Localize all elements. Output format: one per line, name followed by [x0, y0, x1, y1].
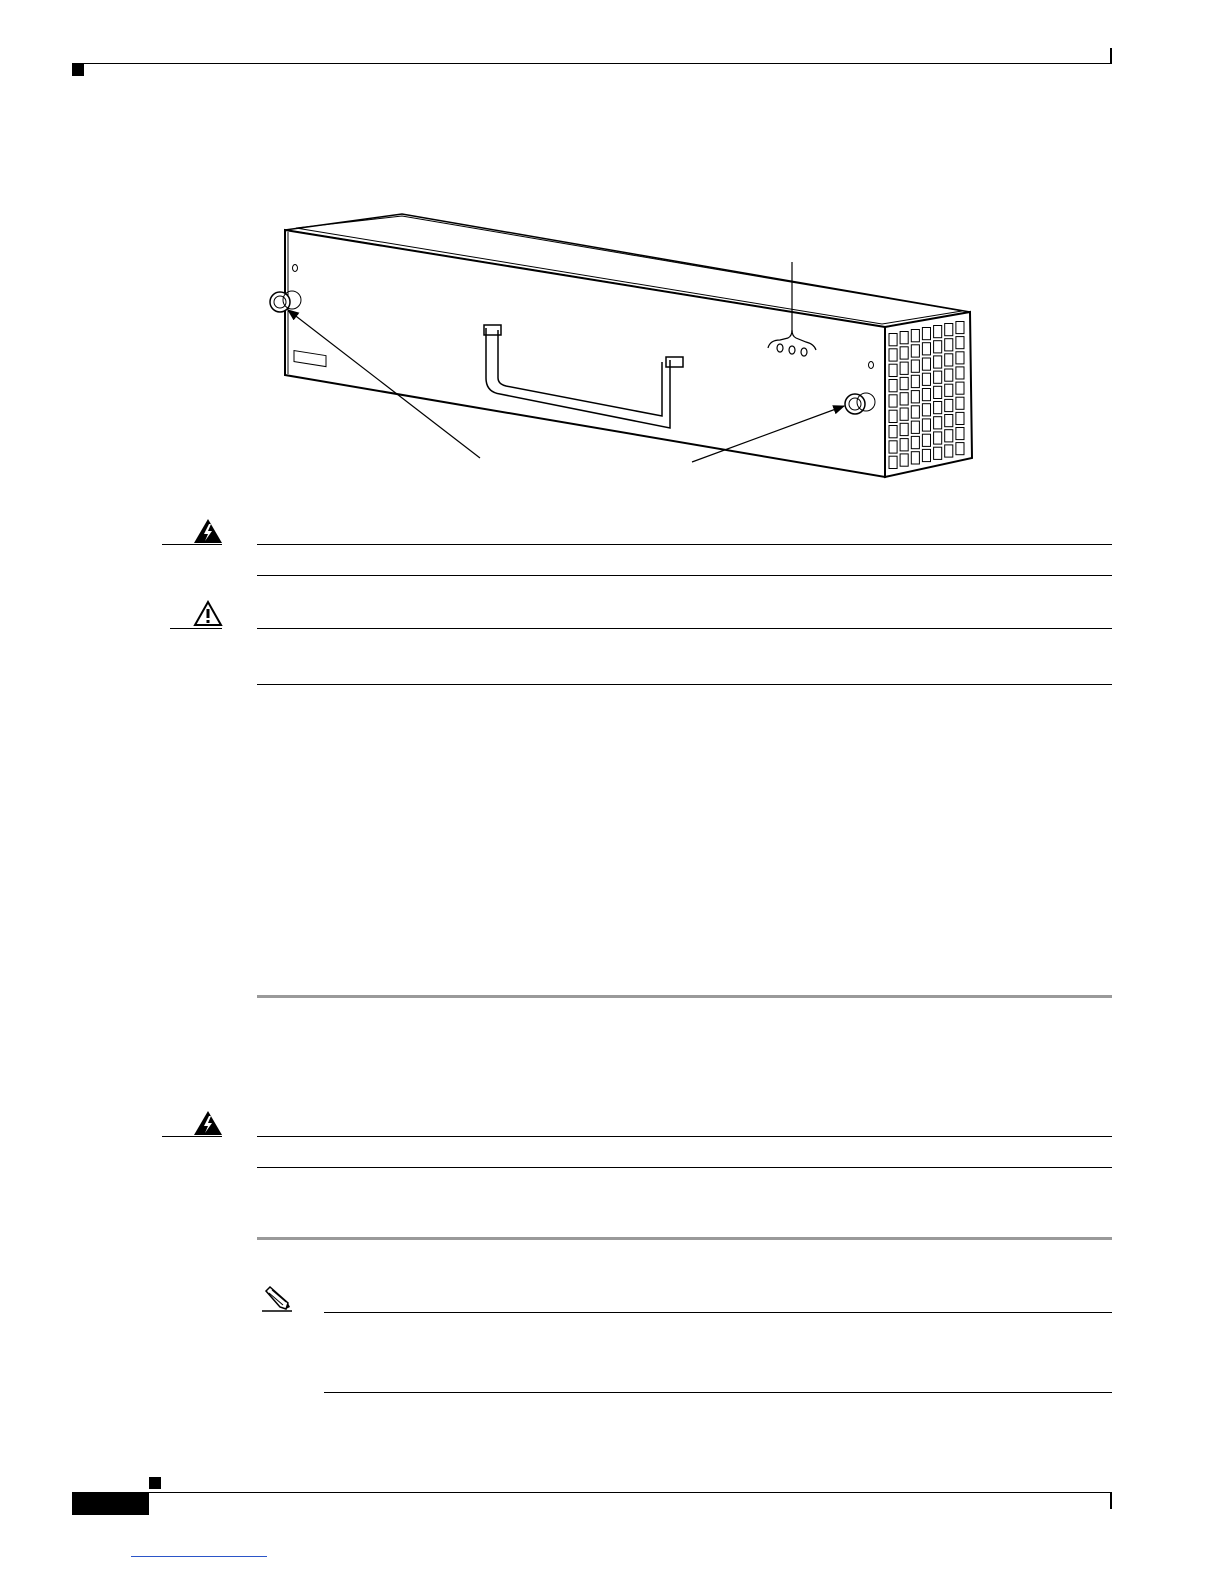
warning-2-bottom-rule: [257, 1167, 1112, 1168]
procedure-top-rule: [257, 995, 1112, 998]
warning-2-short-rule: [162, 1136, 222, 1137]
footer-corner-mark: [149, 1477, 161, 1489]
caution-short-rule: [170, 628, 222, 629]
warning-1-bottom-rule: [257, 575, 1112, 576]
footer-link-underline[interactable]: [131, 1556, 267, 1557]
note-pencil-icon: [260, 1285, 294, 1313]
caution-exclamation-icon: [193, 600, 223, 627]
note-top-rule: [324, 1312, 1112, 1313]
warning-lightning-icon: [193, 518, 223, 544]
warning-1-short-rule: [162, 544, 222, 545]
warning-1-top-rule: [257, 544, 1112, 545]
footer-rule: [72, 1492, 1112, 1493]
warning-2-top-rule: [257, 1136, 1112, 1137]
header-rule: [72, 63, 1112, 64]
note-bottom-rule: [324, 1392, 1112, 1393]
warning-lightning-icon: [193, 1110, 223, 1136]
module-figure: [250, 205, 990, 495]
caution-bottom-rule: [257, 684, 1112, 685]
footer-tick: [1110, 1493, 1112, 1509]
header-corner-mark: [72, 64, 84, 76]
procedure-bottom-rule: [257, 1237, 1112, 1240]
footer-page-tab: [72, 1493, 149, 1515]
caution-top-rule: [257, 628, 1112, 629]
header-tick: [1110, 48, 1112, 64]
